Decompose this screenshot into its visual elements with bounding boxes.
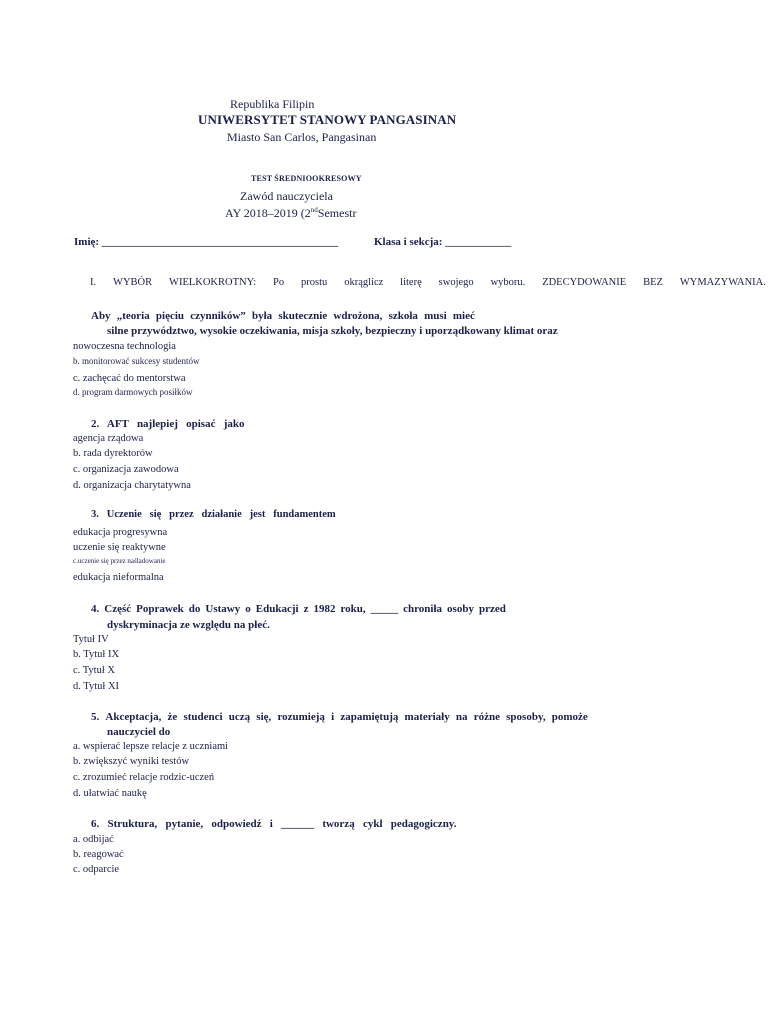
q5-word: i [331, 711, 335, 723]
q4-option-a[interactable]: Tytuł IV [73, 634, 109, 645]
q1-option-c[interactable]: c. zachęcać do mentorstwa [73, 373, 186, 384]
q2-option-b[interactable]: b. rada dyrektorów [73, 448, 153, 459]
q4-word: osoby [447, 603, 474, 615]
q2-option-d[interactable]: d. organizacja charytatywna [73, 480, 191, 491]
q1-word: wdrożona, [333, 310, 383, 322]
q4-word: Edukacji [255, 603, 299, 615]
instructions [90, 277, 766, 288]
q1-option-b[interactable]: b. monitorować sukcesy studentów [73, 356, 200, 366]
q1-word: była [251, 310, 273, 322]
question-3: 3. Uczenie się przez działanie jest fundamentem [91, 509, 336, 520]
q6-option-c[interactable]: c. odparcie [73, 864, 120, 875]
q4-option-c[interactable]: c. Tytuł X [73, 665, 115, 676]
q5-option-b[interactable]: b. zwiększyć wyniki testów [73, 756, 190, 767]
q1-option-a[interactable]: nowoczesna technologia [73, 341, 176, 352]
q3-option-d[interactable]: edukacja nieformalna [73, 572, 164, 583]
q4-word: chroniła [403, 603, 443, 615]
university-name: UNIWERSYTET STANOWY PANGASINAN [198, 112, 457, 127]
q5-option-d[interactable]: d. ułatwiać naukę [73, 788, 147, 799]
instr-word: BEZ [643, 277, 663, 288]
q4-option-b[interactable]: b. Tytuł IX [73, 649, 120, 660]
q1-word: skutecznie [278, 310, 328, 322]
question-1-line1 [91, 310, 475, 322]
test-title: TEST ŚREDNIOOKRESOWY [251, 174, 362, 183]
q5-word: 5. [91, 711, 100, 723]
class-blank[interactable]: ____________ [445, 236, 512, 248]
instr-word: okrąglicz [344, 277, 384, 288]
q5-word: materiały [404, 711, 450, 723]
q1-word: mieć [452, 310, 475, 322]
q5-word: Akceptacja, [105, 711, 162, 723]
academic-year-suffix: Semestr [317, 206, 357, 220]
name-blank[interactable]: ___________________________________________ [101, 236, 339, 248]
q4-word: Część [104, 603, 132, 615]
q1-word: musi [424, 310, 447, 322]
instr-word: literę [400, 277, 422, 288]
q2-option-c[interactable]: c. organizacja zawodowa [73, 464, 179, 475]
name-field[interactable] [74, 236, 338, 248]
q1-word: pięciu [155, 310, 185, 322]
q4-blank: _____ [370, 603, 399, 615]
q4-word: roku, [340, 603, 366, 615]
q5-word: różne [473, 711, 500, 723]
q5-option-a[interactable]: a. wspierać lepsze relacje z uczniami [73, 741, 229, 752]
q1-word: czynników” [190, 310, 246, 322]
q4-word: Poprawek [136, 603, 184, 615]
instr-word: ZDECYDOWANIE [542, 277, 627, 288]
q5-word: się, [256, 711, 272, 723]
q3-option-c[interactable]: c.uczenie się przez naśladowanie [73, 557, 166, 565]
academic-year [225, 206, 356, 221]
q6-option-b[interactable]: b. reagować [73, 849, 124, 860]
q3-option-a[interactable]: edukacja progresywna [73, 527, 168, 538]
instr-word: wyboru. [490, 277, 526, 288]
q5-word: że [167, 711, 178, 723]
q5-word: zapamiętują [340, 711, 399, 723]
instr-word: WYBÓR [113, 277, 153, 288]
instr-word: prostu [301, 277, 328, 288]
academic-year-prefix: AY 2018–2019 (2 [225, 206, 311, 220]
instr-word: WIELKOKROTNY: [169, 277, 257, 288]
instr-word: Po [273, 277, 285, 288]
question-4-line2: dyskryminacja ze względu na płeć. [107, 619, 270, 631]
instr-word: WYMAZYWANIA. [679, 277, 766, 288]
q6-option-a[interactable]: a. odbijać [73, 834, 114, 845]
q4-word: 4. [91, 603, 100, 615]
instr-word: I. [90, 277, 97, 288]
q5-word: pomoże [551, 711, 588, 723]
class-field[interactable] [374, 236, 511, 248]
q5-word: studenci [183, 711, 223, 723]
q1-word: „teoria [116, 310, 150, 322]
academic-year-sup: nd [310, 206, 318, 214]
q2-option-a[interactable]: agencja rządowa [73, 433, 144, 444]
subject-line: Zawód nauczyciela [240, 189, 333, 203]
question-5-line1 [91, 711, 588, 723]
city-line: Miasto San Carlos, Pangasinan [227, 130, 377, 144]
question-1-line2: silne przywództwo, wysokie oczekiwania, misja szkoły, bezpieczny i uporządkowany klimat oraz [107, 325, 558, 337]
question-5-line2: nauczyciel do [107, 726, 171, 738]
instr-word: swojego [438, 277, 474, 288]
q4-word: przed [478, 603, 506, 615]
country-line: Republika Filipin [230, 97, 315, 111]
q5-word: uczą [228, 711, 251, 723]
q3-option-b[interactable]: uczenie się reaktywne [73, 542, 166, 553]
q5-word: rozumieją [277, 711, 325, 723]
q1-word: szkoła [388, 310, 418, 322]
q1-word: Aby [91, 310, 111, 322]
q4-word: do [188, 603, 201, 615]
question-2: 2. AFT najlepiej opisać jako [91, 418, 245, 430]
q4-word: Ustawy [205, 603, 241, 615]
q4-word: o [245, 603, 251, 615]
question-4-line1 [91, 603, 506, 615]
q4-option-d[interactable]: d. Tytuł XI [73, 681, 120, 692]
q1-option-d[interactable]: d. program darmowych posiłków [73, 387, 193, 397]
question-6: 6. Struktura, pytanie, odpowiedź i ______ tworzą cykl pedagogiczny. [91, 818, 457, 830]
q5-word: na [455, 711, 468, 723]
class-label: Klasa i sekcja: [374, 236, 443, 248]
name-label: Imię: [74, 236, 100, 248]
q5-option-c[interactable]: c. zrozumieć relacje rodzic-uczeń [73, 772, 215, 783]
q4-word: z [303, 603, 309, 615]
q4-word: 1982 [313, 603, 336, 615]
q5-word: sposoby, [506, 711, 546, 723]
